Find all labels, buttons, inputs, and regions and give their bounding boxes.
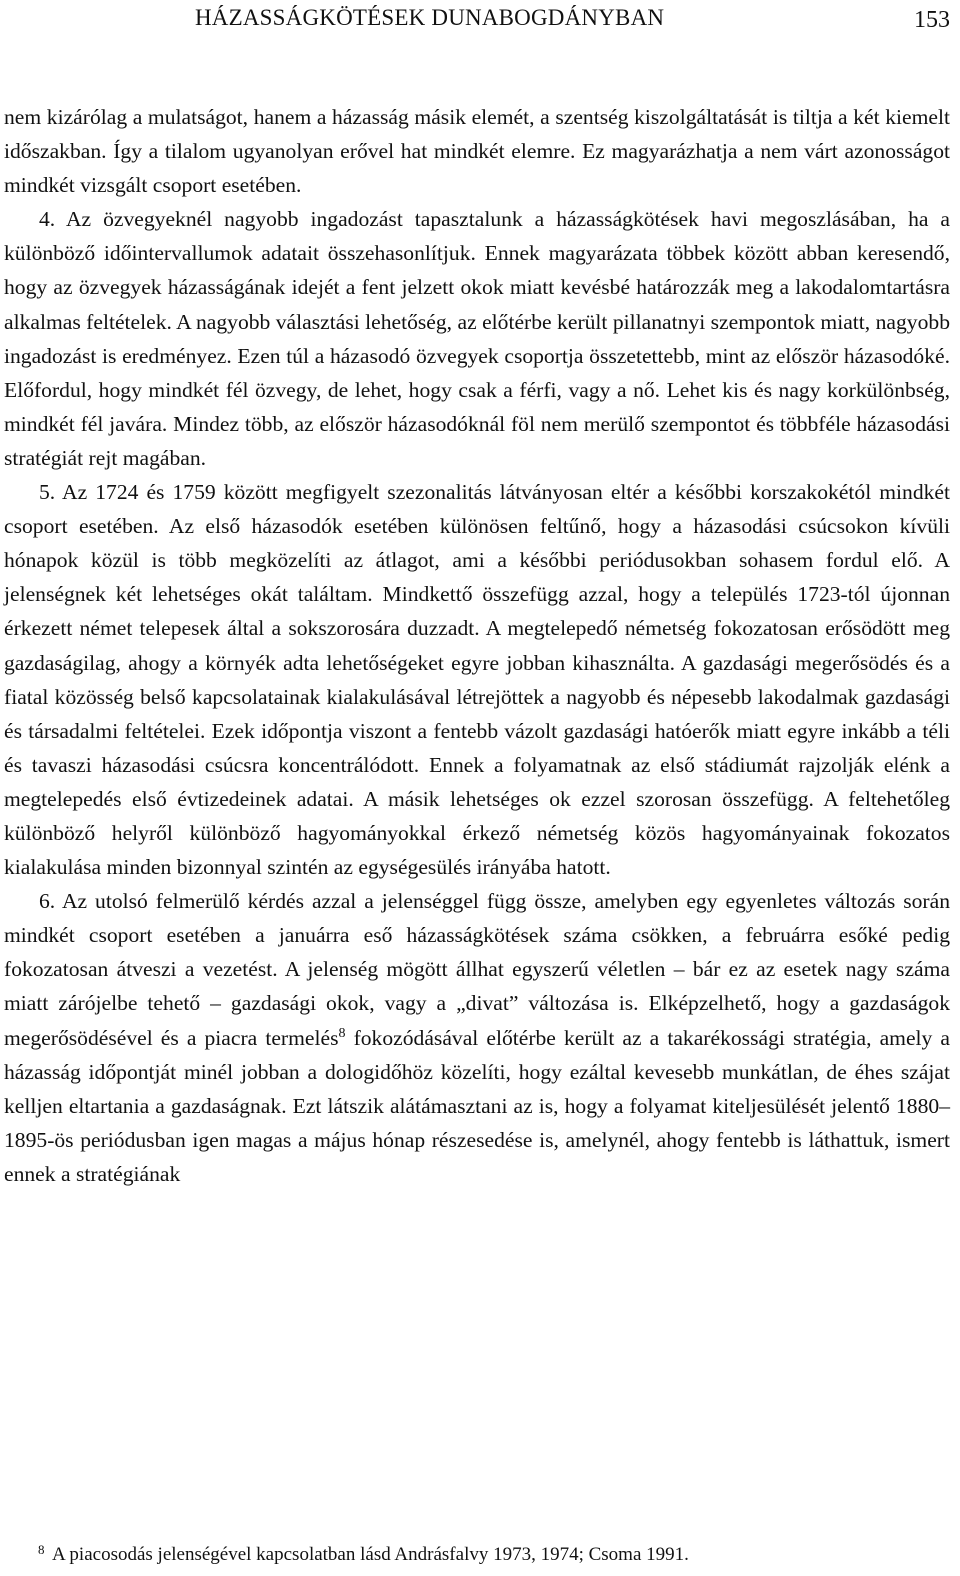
paragraph-6-text-a: 6. Az utolsó felmerülő kérdés azzal a jelenséggel függ össze, amelyben egy egyenletes változás során mindkét csoport esetében a januárra eső házasságkötések száma csökken, a februárra esőké pedig fokozatosan átveszi a vezetést. A jelenség mögött állhat egyszerű véletlen – bár ez az esetek nagy száma miatt zárójelbe tehető – gazdasági okok, vagy a „divat” változása is. Elképzelhető, hogy a gazdaságok megerősödésével és a piacra termelés: [4, 889, 950, 1050]
footnote-mark: 8: [38, 1542, 45, 1557]
running-header: [195, 0, 956, 40]
running-title: HÁZASSÁGKÖTÉSEK DUNABOGDÁNYBAN: [195, 5, 665, 30]
paragraph-4: 4. Az özvegyeknél nagyobb ingadozást tapasztalunk a házasságkötések havi megoszlásában, ha a különböző időintervallumok adatait összehasonlítjuk. Ennek magyarázata többek között abban keresendő, hogy az özvegyek házasságának idejét a fent jelzett okok miatt kevésbé határozzák meg a lakodalomtartásra alkalmas feltételek. A nagyobb választási lehetőség, az előtérbe került pillanatnyi szempontok miatt, nagyobb ingadozást is eredményez. Ezen túl a házasodó özvegyek csoportja összetettebb, mint az először házasodóké. Előfordul, hogy mindkét fél özvegy, de lehet, hogy csak a férfi, vagy a nő. Lehet kis és nagy korkülönbség, mindkét fél javára. Mindez több, az először házasodóknál föl nem merülő szempontot és többféle házasodási stratégiát rejt magában.: [4, 207, 950, 470]
paragraph-5: 5. Az 1724 és 1759 között megfigyelt szezonalitás látványosan eltér a későbbi korszakokétól mindkét csoport esetében. Az első házasodók esetében különösen feltűnő, hogy a házasodási csúcsokon kívüli hónapok közül is több megközelíti az átlagot, ami a későbbi periódusokban sohasem fordul elő. A jelenségnek két lehetséges okát találtam. Mindkettő összefügg azzal, hogy a település 1723-tól újonnan érkezett német telepesek által a sokszorosára duzzadt. A megtelepedő németség fokozatosan erősödött meg gazdaságilag, ahogy a környék adta lehetőségeket egyre jobban kihasználta. A gazdasági megerősödés és a fiatal közösség belső kapcsolatainak kialakulásával létrejöttek a nagyobb és népesebb lakodalmak gazdasági és társadalmi feltételei. Ezek időpontja viszont a fentebb vázolt gazdasági hatóerők miatt egyre inkább a téli és tavaszi házasodási csúcsra koncentrálódott. Ennek a folyamatnak az első stádiumát rajzolják elénk a megtelepedés első évtizedeinek adatai. A másik lehetséges ok ezzel szorosan összefügg. A feltehetőleg különböző helyről különböző hagyományokkal érkező németség közös hagyományainak fokozatos kialakulása minden bizonnyal szintén az egységesülés irányába hatott.: [4, 480, 950, 880]
paragraph-continued: nem kizárólag a mulatságot, hanem a házasság másik elemét, a szentség kiszolgáltatását is tiltja a két kiemelt időszakban. Így a tilalom ugyanolyan erővel hat mindkét elemre. Ez magyarázhatja a nem várt azonosságot mindkét vizsgált csoport esetében.: [4, 105, 950, 198]
footnote: [4, 1537, 950, 1568]
paragraph-6: [4, 884, 950, 1191]
footnote-reference[interactable]: 8: [338, 1025, 346, 1041]
page-number: 153: [914, 7, 950, 33]
paragraph-6-text-b: fokozódásával előtérbe került az a takarékossági stratégia, amely a házasság időpontját minél jobban a dologidőhöz közelíti, hogy ezáltal kevesebb munkátlan, de éhes szájat kelljen eltartania a gazdaságnak. Ezt látszik alátámasztani az is, hogy a folyamat kiteljesülését jelentő 1880–1895-ös periódusban igen magas a május hónap részesedése is, amelynél, ahogy fentebb is láthattuk, ismert ennek a stratégiának: [4, 1025, 950, 1186]
footnote-text: A piacosodás jelenségével kapcsolatban lásd Andrásfalvy 1973, 1974; Csoma 1991.: [52, 1544, 689, 1565]
body-text: [4, 100, 950, 1191]
